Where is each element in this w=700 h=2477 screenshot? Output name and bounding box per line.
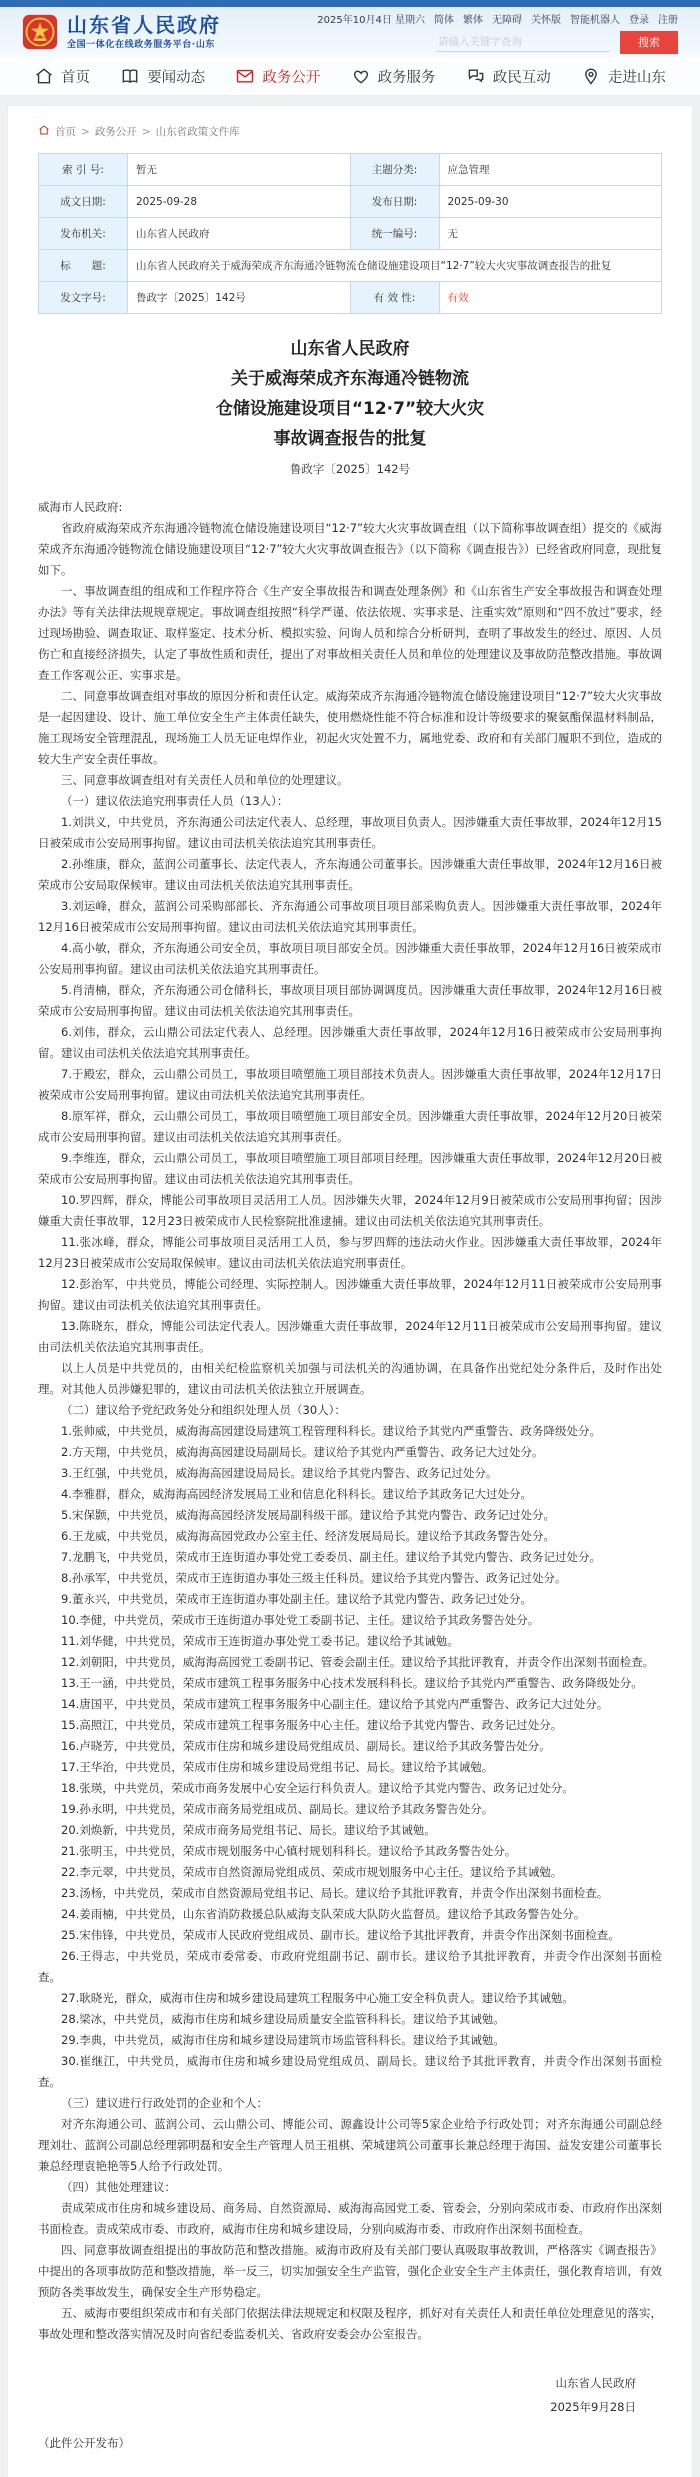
content-card	[8, 106, 692, 2477]
body-paragraph: 5.宋保颢，中共党员，威海海高园经济发展局副科级干部。建议给予其党内警告、政务记过处分。	[61, 1508, 555, 1522]
body-paragraph: 29.李典，中共党员，威海市住房和城乡建设局建筑市场监管科科长。建议给予其诫勉。	[61, 2033, 505, 2047]
meta-label: 发布日期:	[350, 186, 439, 218]
body-paragraph: （三）建议进行行政处罚的企业和个人：	[61, 2096, 268, 2110]
site-title: 山东省人民政府	[67, 13, 221, 37]
document-title-line: 事故调查报告的批复	[273, 429, 427, 449]
body-paragraph: 11.张冰峰，群众，博能公司事故项目灵活用工人员，参与罗四辉的违法动火作业。因涉嫌重大责任事故罪，2024年12月23日被荣成市公安局取保候审。建议由司法机关依法追究刑事责任。	[38, 1235, 662, 1270]
meta-value: 鲁政字〔2025〕142号	[128, 282, 351, 314]
document-title-line: 山东省人民政府	[290, 339, 410, 359]
meta-value: 应急管理	[439, 154, 662, 186]
body-paragraph: 7.于殿宏，群众，云山鼎公司员工，事故项目喷塑施工项目部技术负责人。因涉嫌重大责任事故罪，2024年12月17日被荣成市公安局刑事拘留。建议由司法机关依法追究其刑事责任。	[38, 1067, 662, 1102]
nav-item-label: 政民互动	[492, 69, 551, 86]
home-icon	[34, 66, 54, 86]
body-paragraph: 11.刘华健，中共党员，荣成市王连街道办事处党工委书记。建议给予其诫勉。	[61, 1634, 459, 1648]
body-paragraph: 12.彭治军，中共党员，博能公司经理、实际控制人。因涉嫌重大责任事故罪，2024年12月11日被荣成市公安局刑事拘留。建议由司法机关依法追究其刑事责任。	[38, 1277, 662, 1312]
body-paragraph: 12.刘朝阳，中共党员，威海海高园党工委副书记、管委会副主任。建议给予其批评教育，并责令作出深刻书面检查。	[61, 1655, 655, 1669]
disclosure-icon	[235, 66, 255, 86]
meta-label: 索 引 号:	[39, 154, 128, 186]
utility-link[interactable]: 关怀版	[531, 14, 561, 26]
body-paragraph: 4.高小敏，群众，齐东海通公司安全员，事故项目项目部安全员。因涉嫌重大责任事故罪，2024年12月16日被荣成市公安局刑事拘留。建议由司法机关依法追究其刑事责任。	[38, 941, 662, 976]
header-right	[317, 11, 678, 54]
utility-link[interactable]: 无障碍	[492, 14, 522, 26]
interact-icon	[466, 66, 486, 86]
nav-item-label: 政务公开	[262, 69, 321, 86]
document-title-line: 关于威海荣成齐东海通冷链物流	[231, 369, 469, 389]
body-paragraph: 3.王红强，中共党员，威海海高园建设局局长。建议给予其党内警告、政务记过处分。	[61, 1466, 498, 1480]
body-paragraph: 四、同意事故调查组提出的事故防范和整改措施。威海市政府及有关部门要认真吸取事故教训，严格落实《调查报告》中提出的各项事故防范和整改措施，举一反三，切实加强安全生产监管，强化企业安全生产主体责任，强化教育培训，有效预防各类事故发生，确保安全生产形势稳定。	[38, 2243, 662, 2299]
body-paragraph: （四）其他处理建议：	[61, 2180, 176, 2194]
meta-value: 有效	[439, 282, 662, 314]
top-strip	[0, 0, 700, 7]
body-paragraph: 1.刘洪义，中共党员，齐东海通公司法定代表人、总经理，事故项目负责人。因涉嫌重大责任事故罪，2024年12月15日被荣成市公安局刑事拘留。建议由司法机关依法追究其刑事责任。	[38, 815, 662, 850]
breadcrumb-item[interactable]: 山东省政策文件库	[155, 126, 240, 138]
meta-label: 发布机关:	[39, 218, 128, 250]
meta-value: 2025-09-30	[439, 186, 662, 218]
body-paragraph: 14.唐国平，中共党员，荣成市建筑工程事务服务中心副主任。建议给予其党内严重警告、政务记大过处分。	[61, 1697, 609, 1711]
body-paragraph: 3.刘运峰，群众，蓝润公司采购部部长、齐东海通公司事故项目项目部采购负责人。因涉嫌重大责任事故罪，2024年12月16日被荣成市公安局刑事拘留。建议由司法机关依法追究其刑事责任。	[38, 899, 662, 934]
meta-label: 主题分类:	[350, 154, 439, 186]
body-paragraph: 五、威海市要组织荣成市和有关部门依据法律法规规定和权限及程序，抓好对有关责任人和责任单位处理意见的落实，事故处理和整改落实情况及时向省纪委监委机关、省政府安委会办公室报告。	[38, 2306, 662, 2341]
nav-item-政务服务[interactable]	[351, 66, 436, 87]
site-titles	[67, 14, 221, 50]
body-paragraph: （一）建议依法追究刑事责任人员（13人）：	[61, 794, 289, 808]
body-paragraph: 18.张瑛，中共党员，荣成市商务发展中心安全运行科负责人。建议给予其党内警告、政务记过处分。	[61, 1781, 574, 1795]
body-paragraph: 16.卢晓芳，中共党员，荣成市住房和城乡建设局党组成员、副局长。建议给予其政务警告处分。	[61, 1739, 551, 1753]
body-paragraph: 26.王得志，中共党员，荣成市委常委、市政府党组副书记、副市长。建议给予其批评教育，并责令作出深刻书面检查。	[38, 1949, 662, 1984]
body-paragraph: 13.王一涵，中共党员，荣成市建筑工程事务服务中心技术发展科科长。建议给予其党内严重警告、政务降级处分。	[61, 1676, 643, 1690]
body-paragraph: 8.孙承军，中共党员，荣成市王连街道办事处三级主任科员。建议给予其党内警告、政务记过处分。	[61, 1571, 567, 1585]
body-paragraph: 以上人员是中共党员的，由相关纪检监察机关加强与司法机关的沟通协调，在具备作出党纪处分条件后，及时作出处理。对其他人员涉嫌犯罪的，建议由司法机关依法独立开展调查。	[38, 1361, 662, 1396]
body-paragraph: 21.张明玉，中共党员，荣成市规划服务中心镇村规划科科长。建议给予其政务警告处分。	[61, 1844, 517, 1858]
national-emblem-icon	[22, 14, 58, 50]
body-paragraph: 4.李雅群，群众，威海海高园经济发展局工业和信息化科科长。建议给予其政务记大过处分。	[61, 1487, 532, 1501]
body-paragraph: 5.肖清楠，群众，齐东海通公司仓储科长，事故项目项目部协调调度员。因涉嫌重大责任事故罪，2024年12月16日被荣成市公安局刑事拘留。建议由司法机关依法追究其刑事责任。	[38, 983, 662, 1018]
body-paragraph: 威海市人民政府:	[38, 500, 123, 514]
body-paragraph: 省政府威海荣成齐东海通冷链物流仓储设施建设项目“12·7”较大火灾事故调查组（以下简称事故调查组）提交的《威海荣成齐东海通冷链物流仓储设施建设项目“12·7”较大火灾事故调查报告》（以下简称《调查报告》）已经省政府同意，现批复如下。	[38, 521, 663, 577]
meta-value: 暂无	[128, 154, 351, 186]
body-paragraph: 23.汤杨，中共党员，荣成市自然资源局党组书记、局长。建议给予其批评教育，并责令作出深刻书面检查。	[61, 1886, 609, 1900]
search-input[interactable]	[436, 33, 610, 52]
breadcrumb-item[interactable]: 首页	[55, 126, 76, 138]
body-paragraph: 二、同意事故调查组对事故的原因分析和责任认定。威海荣成齐东海通冷链物流仓储设施建设项目“12·7”较大火灾事故是一起因建设、设计、施工单位安全生产主体责任缺失，使用燃烧性能不符合标准和设计等级要求的聚氨酯保温材料制品，施工现场安全管理混乱，现场施工人员无证电焊作业，初起火灾处置不力，属地党委、政府和有关部门履职不到位，造成的较大生产安全责任事故。	[38, 689, 663, 766]
signature-line: 山东省人民政府	[555, 2376, 636, 2390]
breadcrumb-separator: >	[141, 125, 151, 138]
search-bar	[436, 31, 678, 54]
location-icon	[581, 66, 601, 86]
body-paragraph: 7.龙鹏飞，中共党员，荣成市王连街道办事处党工委委员、副主任。建议给予其党内警告、政务记过处分。	[61, 1550, 601, 1564]
document-body	[38, 497, 662, 2345]
meta-value: 山东省人民政府	[128, 218, 351, 250]
utility-link[interactable]: 繁体	[463, 14, 483, 26]
body-paragraph: 一、事故调查组的组成和工作程序符合《生产安全事故报告和调查处理条例》和《山东省生产安全事故报告和调查处理办法》等有关法律法规规章规定。事故调查组按照“科学严谨、依法依规、实事求是、注重实效”原则和“四不放过”要求，经过现场勘验、调查取证、取样鉴定、技术分析、模拟实验、问询人员和综合分析研判，查明了事故发生的经过、原因、人员伤亡和直接经济损失，认定了事故性质和责任，提出了对事故相关责任人员和单位的处理建议及事故防范整改措施。事故调查工作客观公正、实事求是。	[38, 584, 662, 682]
body-paragraph: 10.李健，中共党员，荣成市王连街道办事处党工委副书记、主任。建议给予其政务警告处分。	[61, 1613, 540, 1627]
document-title-line: 仓储设施建设项目“12·7”较大火灾	[215, 399, 485, 419]
body-paragraph: 22.李元翠，中共党员，荣成市自然资源局党组成员、荣成市规划服务中心主任。建议给予其诫勉。	[61, 1865, 563, 1879]
body-paragraph: 2.方天翔，中共党员，威海海高园建设局副局长。建议给予其党内严重警告、政务记大过处分。	[61, 1445, 544, 1459]
meta-value: 山东省人民政府关于威海荣成齐东海通冷链物流仓储设施建设项目“12·7”较大火灾事故调查报告的批复	[128, 250, 662, 282]
nav-item-走进山东[interactable]	[581, 66, 666, 87]
nav-item-首页[interactable]	[34, 66, 90, 87]
site-subtitle: 全国一体化在线政务服务平台·山东	[67, 40, 216, 50]
body-paragraph: 28.梁冰，中共党员，威海市住房和城乡建设局质量安全监管科科长。建议给予其诫勉。	[61, 2012, 505, 2026]
body-paragraph: 2.孙维康，群众，蓝润公司董事长、法定代表人，齐东海通公司董事长。因涉嫌重大责任事故罪，2024年12月16日被荣成市公安局取保候审。建议由司法机关依法追究其刑事责任。	[38, 857, 662, 892]
utility-link[interactable]: 登录	[629, 14, 649, 26]
document-title	[38, 334, 662, 454]
nav-item-label: 要闻动态	[147, 69, 206, 86]
breadcrumb-item[interactable]: 政务公开	[94, 126, 137, 138]
main-nav	[0, 57, 700, 96]
signature-block	[38, 2371, 662, 2419]
signature-line: 2025年9月28日	[550, 2400, 636, 2414]
body-paragraph: （二）建议给予党纪政务处分和组织处理人员（30人）：	[61, 1403, 346, 1417]
utility-links	[317, 11, 678, 26]
body-paragraph: 17.王华治，中共党员，荣成市住房和城乡建设局党组书记、局长。建议给予其诫勉。	[61, 1760, 494, 1774]
utility-link[interactable]: 简体	[434, 14, 454, 26]
nav-item-label: 走进山东	[607, 69, 666, 86]
footnote: （此件公开发布）	[38, 2436, 130, 2450]
nav-item-label: 首页	[61, 69, 90, 86]
nav-item-要闻动态[interactable]	[120, 66, 205, 87]
site-logo-block	[22, 14, 221, 50]
home-icon	[38, 124, 50, 139]
site-header	[0, 7, 700, 57]
document-number: 鲁政字〔2025〕142号	[289, 462, 411, 476]
body-paragraph: 对齐东海通公司、蓝润公司、云山鼎公司、博能公司、源鑫设计公司等5家企业给予行政处罚；对齐东海通公司副总经理刘壮、蓝润公司副总经理郭明磊和安全生产管理人员王祖棋、荣城建筑公司董事长兼总经理于海国、益发安建公司董事长兼总经理袁艳艳等5人给予行政处罚。	[38, 2117, 662, 2173]
body-paragraph: 24.姜雨楠，中共党员，山东省消防救援总队威海支队荣成大队防火监督员。建议给予其政务警告处分。	[61, 1907, 586, 1921]
nav-item-政务公开[interactable]	[235, 66, 320, 87]
utility-link[interactable]: 注册	[658, 14, 678, 26]
service-icon	[351, 66, 371, 86]
meta-label: 发文字号:	[39, 282, 128, 314]
meta-label: 有 效 性:	[350, 282, 439, 314]
body-paragraph: 8.原军祥，群众，云山鼎公司员工，事故项目喷塑施工项目部安全员。因涉嫌重大责任事故罪，2024年12月20日被荣成市公安局刑事拘留。建议由司法机关依法追究其刑事责任。	[38, 1109, 662, 1144]
body-paragraph: 10.罗四辉，群众，博能公司事故项目灵活用工人员。因涉嫌失火罪，2024年12月9日被荣成市公安局刑事拘留；因涉嫌重大责任事故罪，12月23日被荣成市人民检察院批准逮捕。建议由司法机关依法追究其刑事责任。	[38, 1193, 662, 1228]
meta-table	[38, 153, 662, 314]
nav-item-label: 政务服务	[377, 69, 436, 86]
meta-value: 无	[439, 218, 662, 250]
body-paragraph: 20.刘焕新，中共党员，荣成市商务局党组书记、局长。建议给予其诫勉。	[61, 1823, 436, 1837]
nav-item-政民互动[interactable]	[466, 66, 551, 87]
body-paragraph: 13.陈晓东，群众，博能公司法定代表人。因涉嫌重大责任事故罪，2024年12月11日被荣成市公安局刑事拘留。建议由司法机关依法追究其刑事责任。	[38, 1319, 662, 1354]
search-button[interactable]: 搜索	[620, 31, 678, 54]
meta-value: 2025-09-28	[128, 186, 351, 218]
breadcrumb-separator: >	[81, 125, 90, 138]
body-paragraph: 1.张帅威，中共党员，威海海高园建设局建筑工程管理科科长。建议给予其党内严重警告、政务降级处分。	[61, 1424, 601, 1438]
news-icon	[120, 66, 140, 86]
utility-link[interactable]: 智能机器人	[570, 14, 620, 26]
meta-label: 标 题:	[39, 250, 128, 282]
body-paragraph: 责成荣成市住房和城乡建设局、商务局、自然资源局、威海海高园党工委、管委会，分别向荣成市委、市政府作出深刻书面检查。责成荣成市委、市政府，威海市住房和城乡建设局，分别向威海市委、市政府作出深刻书面检查。	[38, 2201, 662, 2236]
body-paragraph: 三、同意事故调查组对有关责任人员和单位的处理建议。	[61, 773, 349, 787]
body-paragraph: 27.耿晓光，群众，威海市住房和城乡建设局建筑工程服务中心施工安全科负责人。建议给予其诫勉。	[61, 1991, 574, 2005]
body-paragraph: 30.崔继江，中共党员，威海市住房和城乡建设局党组成员、副局长。建议给予其批评教育，并责令作出深刻书面检查。	[38, 2054, 662, 2089]
body-paragraph: 25.宋伟锋，中共党员，荣成市人民政府党组成员、副市长。建议给予其批评教育，并责令作出深刻书面检查。	[61, 1928, 620, 1942]
body-paragraph: 6.王龙威，中共党员，威海海高园党政办公室主任、经济发展局局长。建议给予其政务警告处分。	[61, 1529, 555, 1543]
breadcrumb	[38, 116, 662, 153]
body-paragraph: 15.高照江，中共党员，荣成市建筑工程事务服务中心主任。建议给予其党内警告、政务记过处分。	[61, 1718, 563, 1732]
date-text: 2025年10月4日 星期六	[317, 14, 425, 26]
body-paragraph: 9.董永兴，中共党员，荣成市王连街道办事处副主任。建议给予其党内警告、政务记过处分。	[61, 1592, 532, 1606]
body-paragraph: 6.刘伟，群众，云山鼎公司法定代表人、总经理。因涉嫌重大责任事故罪，2024年12月16日被荣成市公安局刑事拘留。建议由司法机关依法追究其刑事责任。	[38, 1025, 662, 1060]
body-paragraph: 9.李维连，群众，云山鼎公司员工，事故项目喷塑施工项目部项目经理。因涉嫌重大责任事故罪，2024年12月20日被荣成市公安局刑事拘留。建议由司法机关依法追究其刑事责任。	[38, 1151, 662, 1186]
meta-label: 成文日期:	[39, 186, 128, 218]
meta-label: 统一编号:	[350, 218, 439, 250]
body-paragraph: 19.孙永明，中共党员，荣成市商务局党组成员、副局长。建议给予其政务警告处分。	[61, 1802, 494, 1816]
